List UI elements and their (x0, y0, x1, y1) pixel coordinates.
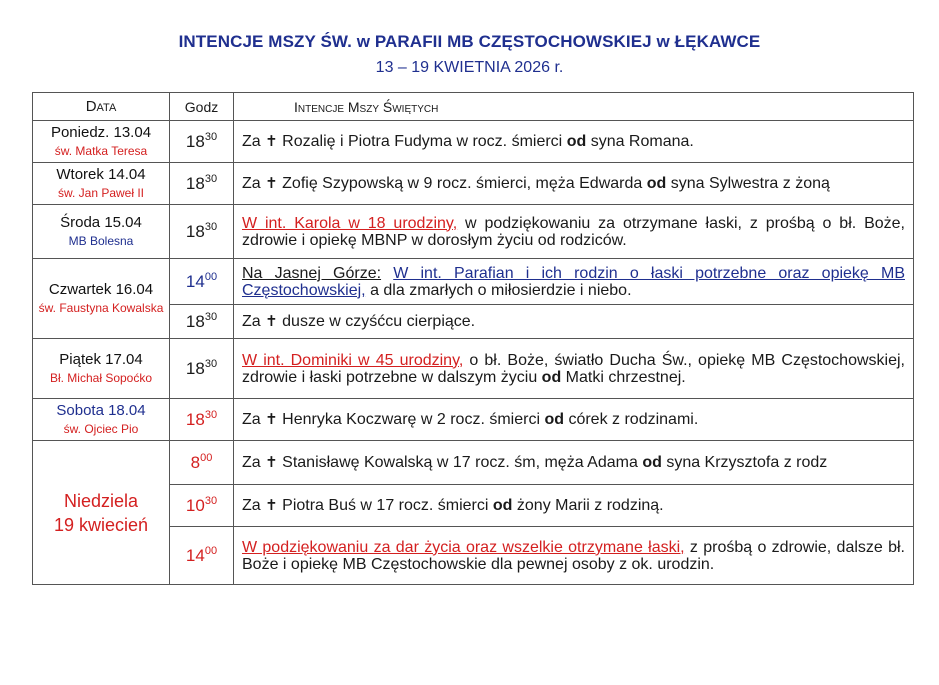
time-minute: 30 (204, 311, 218, 323)
intention-text: o bł. Boże, światło Ducha Św., opiekę MB Częstochowskiej, zdrowie i łaski potrzebne w dalszym życiu (242, 351, 905, 386)
intention-donor: żony Marii z rodziną. (516, 497, 664, 514)
intention-prefix: Za (242, 133, 261, 150)
cross-icon: ✝ (265, 313, 278, 330)
time-hour: 14 (185, 272, 205, 291)
intention-cell (234, 205, 914, 259)
cross-icon: ✝ (265, 411, 278, 428)
intention-text: Henryka Koczwarę w 2 rocz. śmierci (282, 411, 540, 428)
table-row (33, 339, 914, 399)
day-label: Sobota 18.04 (56, 401, 146, 419)
intention-donor: Matki chrzestnej. (565, 368, 686, 386)
intention-from: od (642, 454, 662, 471)
cross-icon: ✝ (265, 454, 278, 471)
time-minute: 30 (204, 495, 218, 507)
day-date-label: 19 kwiecień (53, 514, 149, 535)
saint-label: św. Jan Paweł II (57, 185, 145, 200)
saint-label: Bł. Michał Sopoćko (49, 370, 153, 385)
intention-cell (234, 527, 914, 585)
time-hour: 10 (185, 496, 205, 515)
time-cell (170, 339, 234, 399)
intention-donor: syna Romana. (590, 133, 694, 150)
day-label: Piątek 17.04 (59, 350, 143, 368)
intention-from: od (566, 133, 587, 150)
intention-from: od (492, 497, 513, 514)
time-hour: 18 (185, 359, 205, 378)
intention-from: od (646, 175, 667, 192)
intention-cell (234, 485, 914, 527)
intention-donor: córek z rodzinami. (568, 411, 699, 428)
intention-donor: syna Sylwestra z żoną (670, 175, 830, 192)
intention-highlight: W int. Parafian i ich rodzin o łaski potrzebne oraz opiekę MB Częstochowskiej, (242, 264, 905, 299)
mass-intentions-table (32, 92, 914, 585)
header-date: Data (33, 93, 170, 121)
time-minute: 30 (204, 131, 218, 143)
table-row (33, 399, 914, 441)
time-hour: 18 (185, 132, 205, 151)
time-minute: 00 (204, 271, 218, 283)
saint-label: św. Ojciec Pio (63, 421, 139, 436)
intention-prefix: Za (242, 175, 261, 192)
time-cell (170, 399, 234, 441)
saint-label: MB Bolesna (68, 233, 134, 248)
intention-text: w podziękowaniu za otrzymane łaski, z prośbą o bł. Boże, zdrowie i opiekę MBNP w dorosłym życiu od rodziców. (242, 214, 905, 249)
saint-name: Faustyna Kowalska (59, 300, 164, 315)
intention-text: z prośbą o zdrowie, dalsze bł. Boże i opiekę MB Częstochowskie dla pewnej osoby z ok. urodzin. (242, 538, 905, 573)
time-hour: 14 (185, 546, 205, 565)
date-range: 13 – 19 KWIETNIA 2026 r. (375, 59, 564, 76)
date-cell (33, 339, 170, 399)
day-label: Niedziela (63, 490, 139, 511)
intention-prefix: Za (242, 313, 261, 330)
date-cell (33, 205, 170, 259)
intention-cell (234, 163, 914, 205)
time-minute: 00 (200, 452, 213, 464)
intention-text: Zofię Szypowską w 9 rocz. śmierci, męża Edwarda (282, 175, 643, 192)
intention-highlight: W podziękowaniu za dar życia oraz wszelkie otrzymane łaski, (242, 538, 685, 556)
date-cell (33, 121, 170, 163)
intention-text: Stanisławę Kowalską w 17 rocz. śm, męża Adama (282, 454, 638, 471)
cross-icon: ✝ (265, 497, 278, 514)
time-hour: 18 (185, 222, 205, 241)
day-label: Czwartek 16.04 (48, 280, 154, 298)
date-cell (33, 163, 170, 205)
table-row (33, 163, 914, 205)
saint-label (33, 299, 169, 317)
time-hour: 18 (185, 174, 205, 193)
intention-text: Rozalię i Piotra Fudyma w rocz. śmierci (282, 133, 563, 150)
intention-prefix: Za (242, 411, 261, 428)
time-cell (170, 205, 234, 259)
date-cell (33, 441, 170, 585)
time-cell (170, 163, 234, 205)
time-cell (170, 485, 234, 527)
table-row (33, 205, 914, 259)
intention-text: dusze w czyśćcu cierpiące. (282, 313, 476, 330)
date-cell (33, 259, 170, 339)
cross-icon: ✝ (265, 133, 278, 150)
intention-cell (234, 121, 914, 163)
intention-from: od (544, 411, 564, 428)
day-label: Środa 15.04 (60, 213, 142, 231)
time-minute: 30 (204, 358, 218, 370)
time-cell (170, 305, 234, 339)
time-hour: 8 (190, 453, 201, 472)
time-minute: 00 (204, 545, 218, 557)
intention-cell (234, 259, 914, 305)
intention-cell (234, 399, 914, 441)
intention-from: od (541, 368, 562, 386)
time-cell (170, 121, 234, 163)
time-cell (170, 259, 234, 305)
intention-place: Na Jasnej Górze: (242, 264, 382, 282)
page-title: INTENCJE MSZY ŚW. w PARAFII MB CZĘSTOCHOWSKIEJ w ŁĘKAWCE (178, 32, 761, 51)
intention-text: Piotra Buś w 17 rocz. śmierci (282, 497, 489, 514)
time-minute: 30 (204, 409, 218, 421)
time-hour: 18 (185, 312, 205, 331)
time-minute: 30 (204, 221, 218, 233)
date-cell (33, 399, 170, 441)
intention-cell (234, 305, 914, 339)
table-row (33, 259, 914, 305)
day-label: Poniedz. 13.04 (50, 123, 152, 141)
intention-highlight: W int. Dominiki w 45 urodziny, (242, 351, 464, 369)
table-row (33, 441, 914, 485)
cross-icon: ✝ (265, 175, 278, 192)
day-label: Wtorek 14.04 (56, 165, 146, 183)
table-row (33, 121, 914, 163)
intention-prefix: Za (242, 454, 261, 471)
intention-prefix: Za (242, 497, 261, 514)
time-minute: 30 (204, 173, 218, 185)
intention-cell (234, 441, 914, 485)
intention-highlight: W int. Karola w 18 urodziny, (242, 214, 458, 232)
saint-prefix: św. (38, 300, 56, 315)
saint-label: św. Matka Teresa (54, 143, 148, 158)
intention-text: a dla zmarłych o miłosierdzie i niebo. (370, 281, 632, 299)
time-cell (170, 441, 234, 485)
header-intentions: Intencje Mszy Świętych (234, 93, 914, 121)
intention-donor: syna Krzysztofa z rodz (666, 454, 828, 471)
header-time: Godz (170, 93, 234, 121)
table-header-row (33, 93, 914, 121)
time-hour: 18 (185, 410, 205, 429)
time-cell (170, 527, 234, 585)
intention-cell (234, 339, 914, 399)
